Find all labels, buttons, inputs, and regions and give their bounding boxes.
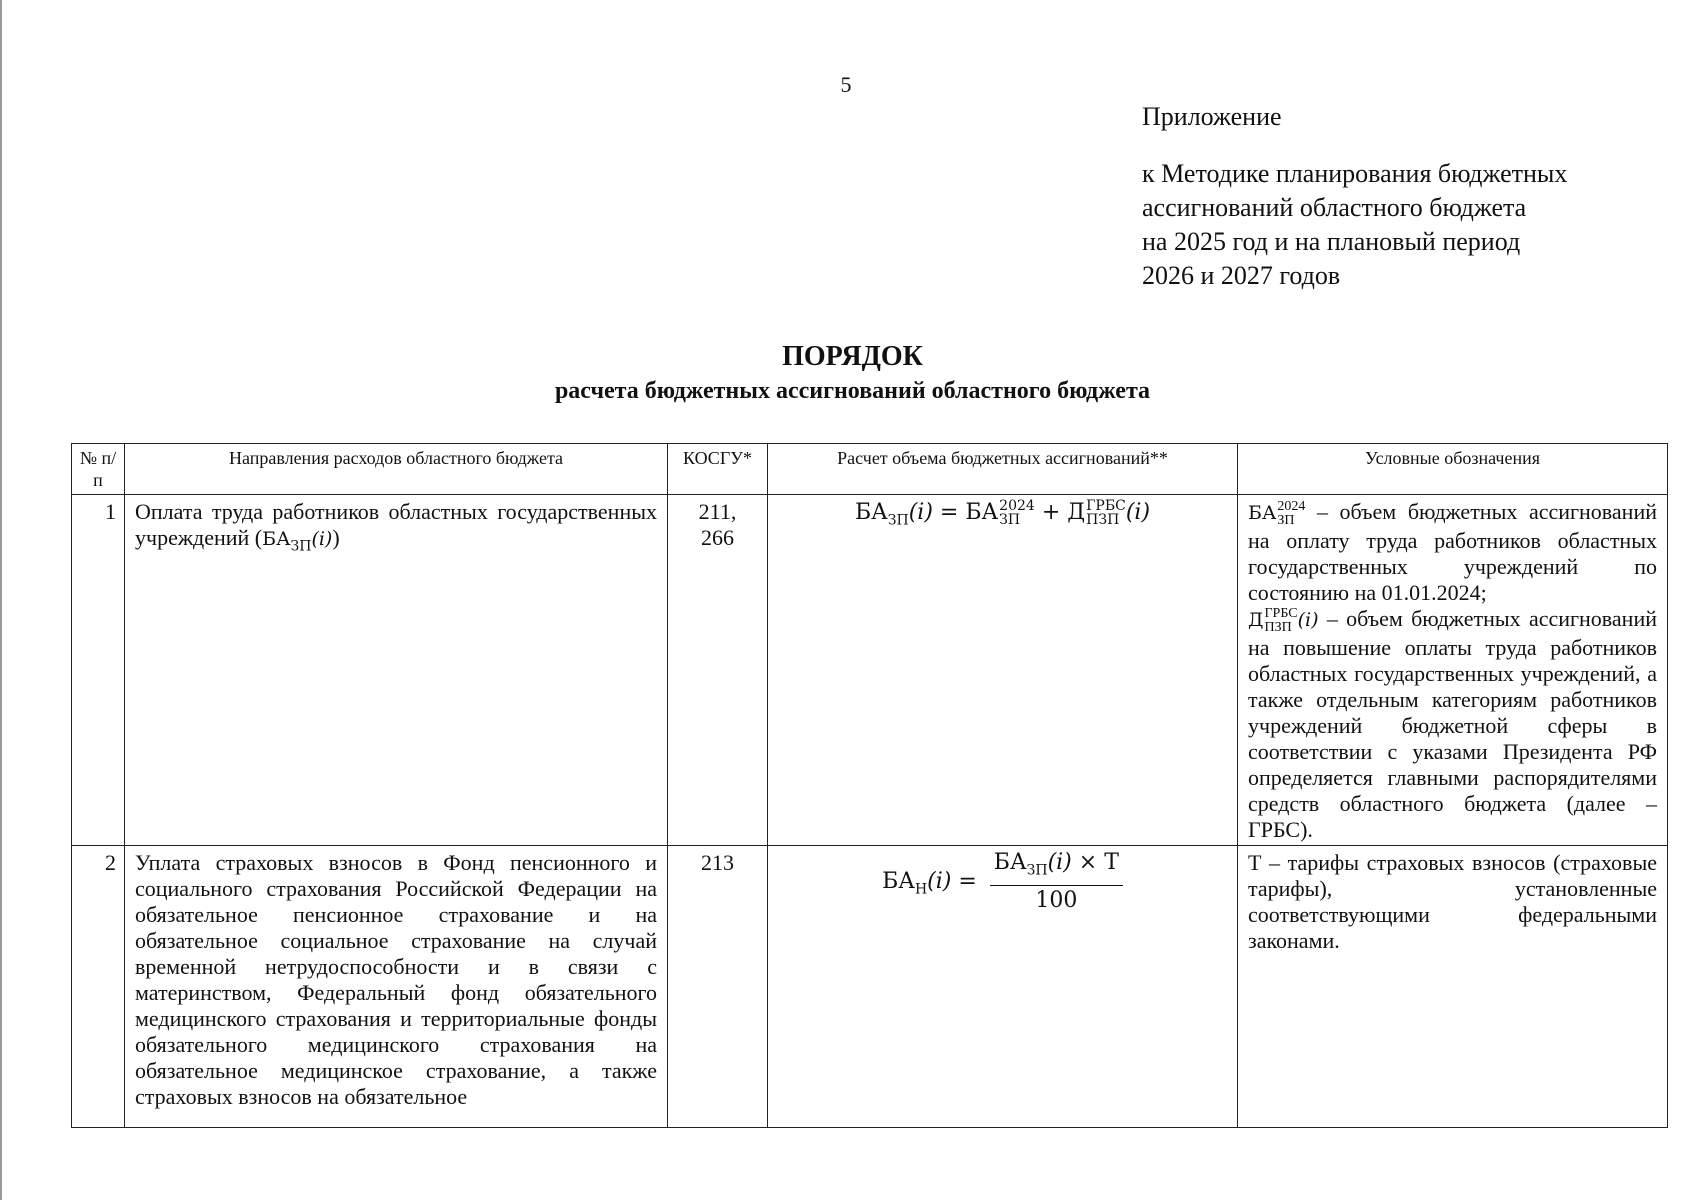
formula-lhs-sub: Н (914, 881, 928, 898)
appendix-line: 2026 и 2027 годов (1142, 261, 1341, 290)
formula-term1-sub: ЗП (999, 512, 1021, 528)
legend-symbol-sub: ПЗП (1264, 619, 1292, 635)
row-legend: Т – тарифы страховых взносов (страховые тарифы), установленные соответствующими федеральными законами. (1238, 845, 1668, 1127)
formula-num-symbol: БА (993, 849, 1027, 875)
row-direction (125, 495, 668, 846)
table-row (72, 845, 1668, 1127)
formula-times: × (1078, 849, 1098, 875)
table-row (72, 495, 1668, 846)
formula-term2-indices (1086, 499, 1126, 527)
table-header-row (72, 444, 1668, 495)
formula-term1-indices (999, 499, 1035, 527)
title-block (0, 340, 1692, 408)
formula-eq: = (939, 500, 959, 525)
legend-symbol: БА (1248, 502, 1277, 524)
direction-symbol: БА (262, 528, 291, 550)
legend-symbol-sub: ЗП (1277, 512, 1295, 528)
row-formula (768, 495, 1238, 846)
legend-symbol-sup: ГРБС (1264, 605, 1298, 621)
formula-lhs: БА (854, 500, 888, 525)
row-direction: Уплата страховых взносов в Фонд пенсионного и социального страхования Российской Федерации на обязательное пенсионное страхование и на обязательное социальное страхование на случай временной нетрудоспособности и в связи с материнством, Федеральный фонд обязательного медицинского страхования и территориальные фонды обязательного медицинского страхования на обязательное медицинское страхование, а также страховых взносов на обязательное (125, 845, 668, 1127)
appendix-line: ассигнований областного бюджета (1142, 193, 1527, 222)
appendix-line: на 2025 год и на плановый период (1142, 227, 1521, 256)
appendix-block (1142, 100, 1567, 293)
formula-arg: (i) (927, 869, 952, 895)
direction-tail: ) (332, 525, 340, 550)
header-legend: Условные обозначения (1238, 444, 1668, 495)
page-number: 5 (840, 72, 852, 97)
kosgu-code: 266 (701, 525, 734, 550)
legend-symbol-sup: 2024 (1277, 498, 1306, 514)
legend-symbol: Д (1248, 608, 1264, 631)
legend-text: – объем бюджетных ассигнований на повышение оплаты труда работников областных государственных учреждений, а также отдельным категориям работников учреждений бюджетной сферы в соответствии с указами Президента РФ определяется главными распорядителями средств областного бюджета (далее – ГРБС). (1248, 605, 1657, 842)
legend-text: – объем бюджетных ассигнований на оплату труда работников областных государственных учреждений по состоянию на 01.01.2024; (1248, 499, 1657, 605)
row-formula (768, 845, 1238, 1127)
appendix-title: Приложение (1142, 102, 1282, 131)
row-legend (1238, 495, 1668, 846)
formula-arg: (i) (908, 500, 933, 525)
row-kosgu (668, 495, 768, 846)
page-edge (0, 0, 2, 1200)
direction-text: Оплата труда работников областных государственных учреждений ( (135, 499, 657, 550)
formula-eq: = (958, 869, 977, 895)
budget-table (71, 443, 1668, 1128)
header-direction: Направления расходов областного бюджета (125, 444, 668, 495)
formula-fraction (990, 850, 1123, 914)
legend-entry (1248, 606, 1657, 843)
header-kosgu: КОСГУ* (668, 444, 768, 495)
document-title: ПОРЯДОК (782, 341, 923, 372)
formula-lhs: БА (882, 869, 915, 895)
header-num: № п/п (72, 444, 125, 495)
formula-term1: БА (965, 500, 999, 525)
direction-symbol-sub: ЗП (290, 538, 312, 555)
formula-tariff: Т (1104, 849, 1119, 875)
row-number: 1 (72, 495, 125, 846)
formula-num-arg: (i) (1047, 849, 1072, 875)
formula-term2-sub: ПЗП (1086, 512, 1120, 528)
document-subtitle: расчета бюджетных ассигнований областного бюджета (554, 378, 1151, 404)
appendix-line: к Методике планирования бюджетных (1142, 159, 1568, 188)
legend-symbol-indices (1264, 607, 1297, 635)
kosgu-code: 211, (698, 499, 737, 524)
direction-symbol-arg: (i) (311, 528, 333, 550)
formula-num-sub: ЗП (1026, 862, 1048, 879)
legend-entry (1248, 499, 1657, 606)
formula-term2-sup: ГРБС (1086, 498, 1126, 514)
row-kosgu: 213 (668, 845, 768, 1127)
header-calc: Расчет объема бюджетных ассигнований** (768, 444, 1238, 495)
legend-symbol-indices (1277, 500, 1305, 528)
legend-symbol-arg: (i) (1297, 608, 1319, 631)
formula-term2: Д (1067, 500, 1086, 525)
formula-term1-sup: 2024 (999, 498, 1035, 514)
formula-numerator (990, 850, 1123, 886)
formula-denominator: 100 (1035, 888, 1078, 914)
row-number: 2 (72, 845, 125, 1127)
formula-lhs-sub: ЗП (887, 512, 909, 529)
formula-plus: + (1041, 500, 1061, 525)
formula-term2-arg: (i) (1125, 500, 1151, 525)
